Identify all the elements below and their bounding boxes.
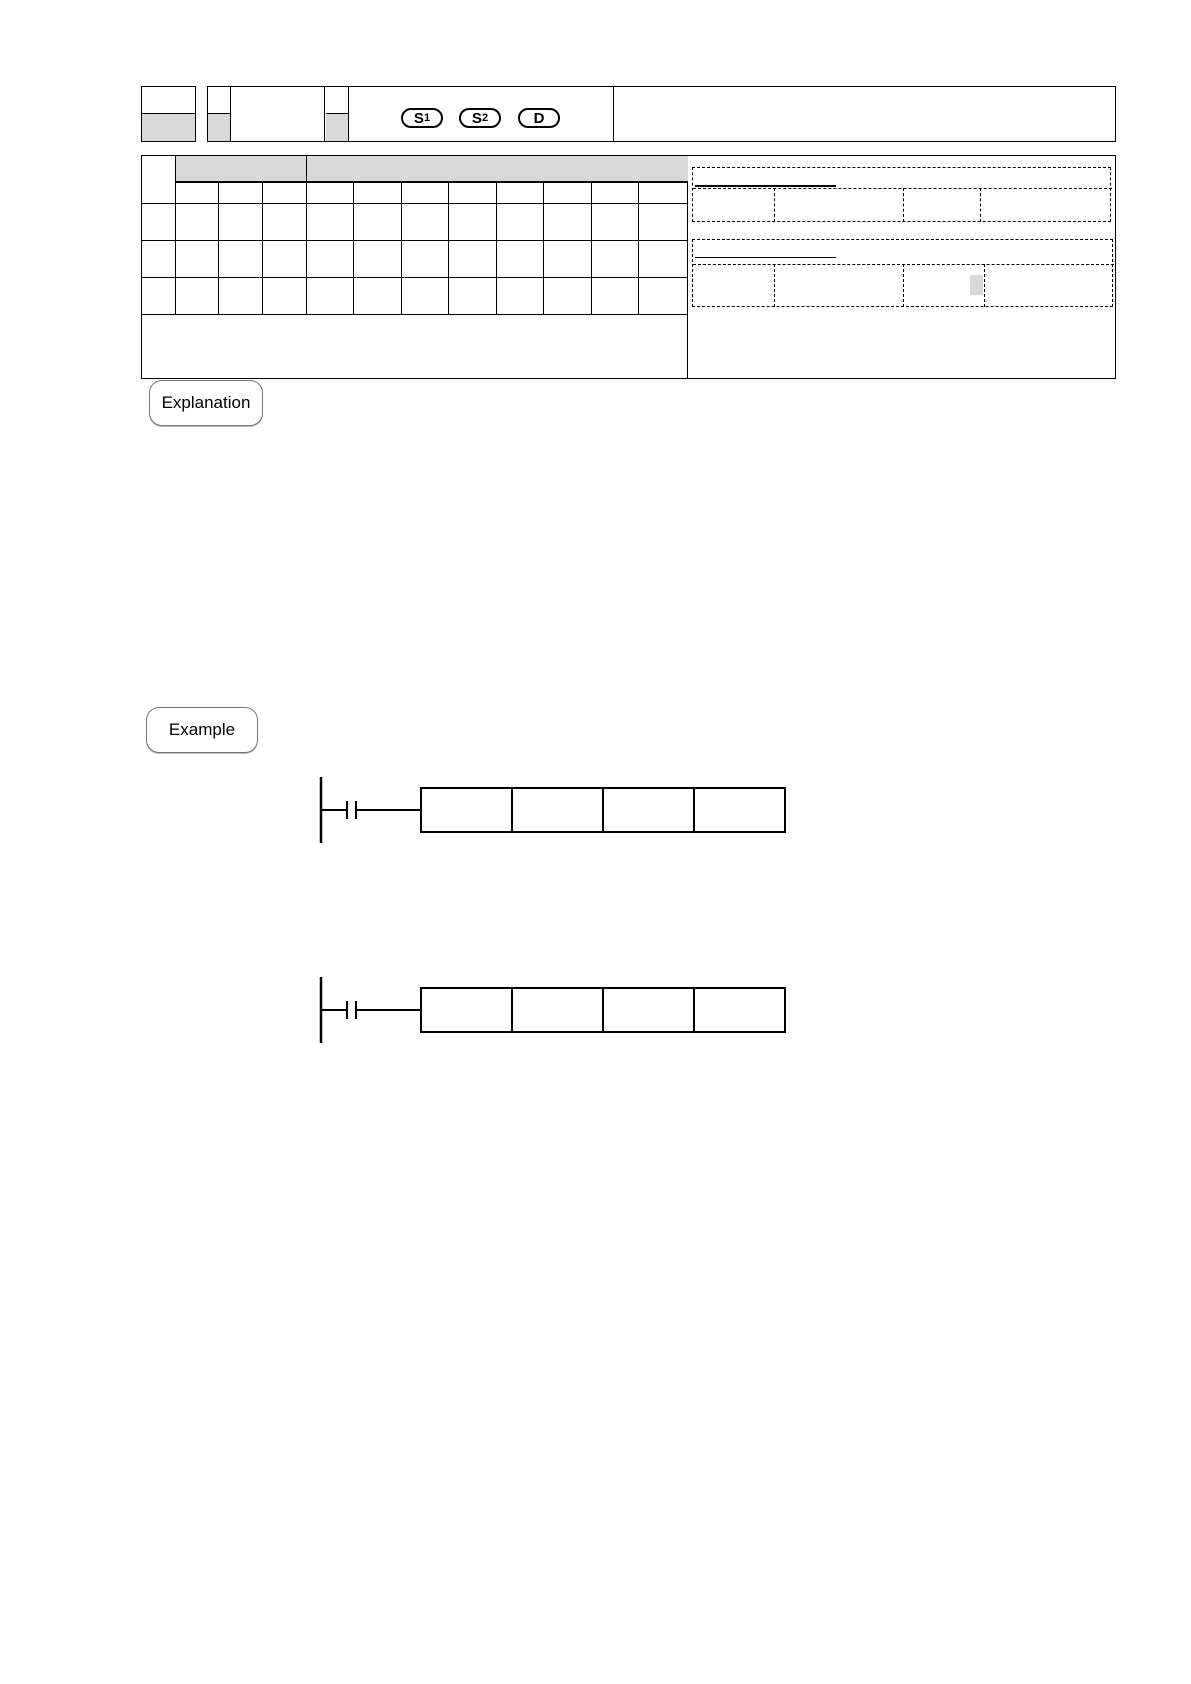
mnemonic-p-suffix-shaded xyxy=(326,113,348,141)
device-table xyxy=(142,156,688,378)
ladder-1-instruction-cell xyxy=(420,787,513,833)
ladder-1-operand-d-cell xyxy=(693,787,786,833)
operand-s2-badge: S 2 xyxy=(459,108,501,128)
bit-devices-header xyxy=(175,156,306,182)
function-description-box xyxy=(613,86,1116,142)
pulse-instruction-box xyxy=(692,167,1111,222)
flags-panel xyxy=(688,156,1115,378)
ladder-1-operand-s1-cell xyxy=(511,787,604,833)
example-label: Example xyxy=(146,707,258,753)
mnemonic-name-area xyxy=(231,86,325,142)
explanation-label: Explanation xyxy=(149,380,263,426)
ladder-2-operand-d-cell xyxy=(693,987,786,1033)
api-number-shaded xyxy=(142,113,195,141)
ladder-2-operand-s2-cell xyxy=(602,987,695,1033)
operand-s1-badge: S 1 xyxy=(401,108,443,128)
mnemonic-d-prefix-shaded xyxy=(208,113,230,141)
flag-shaded-cell xyxy=(970,275,983,295)
ladder-1-operand-s2-cell xyxy=(602,787,695,833)
operand-area xyxy=(349,86,614,142)
operand-d-badge: D xyxy=(518,108,560,128)
ladder-2-instruction-cell xyxy=(420,987,513,1033)
device-notes-area xyxy=(142,314,688,378)
operand-info-table xyxy=(141,155,1116,379)
ladder-contact-2 xyxy=(315,977,421,1043)
ladder-2-operand-s1-cell xyxy=(511,987,604,1033)
flags-box xyxy=(692,239,1113,307)
ladder-contact-1 xyxy=(315,777,421,843)
word-devices-header xyxy=(306,156,688,182)
